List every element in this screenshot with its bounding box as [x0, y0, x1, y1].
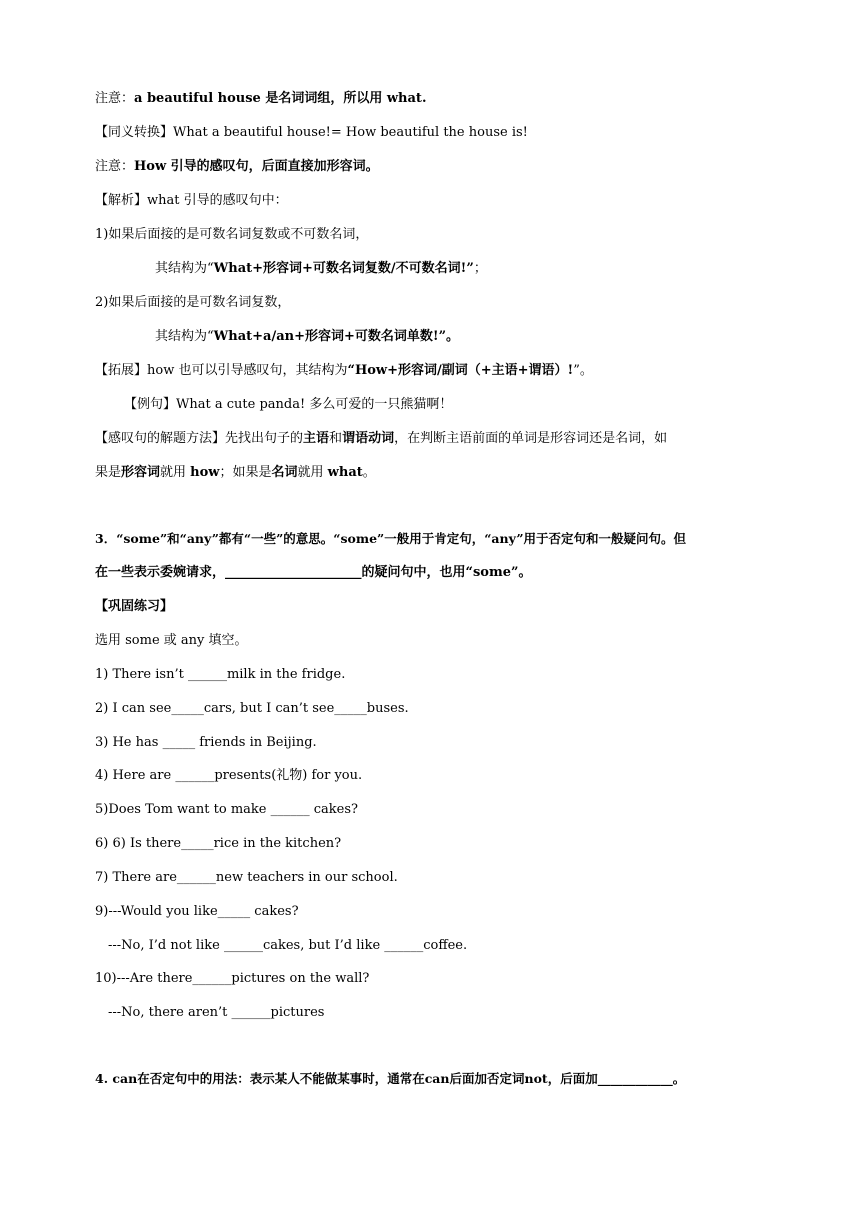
exercise-item: 3) He has _____ friends in Beijing.: [95, 735, 317, 750]
rule-1: 1)如果后面接的是可数名词复数或不可数名词，: [95, 227, 369, 242]
extension-how: 【拓展】how 也可以引导感叹句，其结构为“How+形容词/副词（+主语+谓语）!”。: [95, 363, 593, 378]
analysis-heading: 【解析】what 引导的感叹句中：: [95, 193, 288, 208]
exercise-item: 4) Here are ______presents(礼物) for you.: [95, 768, 363, 783]
exercise-answer: ---No, there aren’t ______pictures: [108, 1005, 325, 1020]
practice-instruction: 选用 some 或 any 填空。: [95, 633, 248, 648]
exercise-item: 10)---Are there______pictures on the wall?: [95, 971, 370, 986]
exercise-item: 7) There are______new teachers in our school.: [95, 870, 398, 885]
exercise-item: 1) There isn’t ______milk in the fridge.: [95, 667, 346, 682]
synonym-conversion: 【同义转换】What a beautiful house!= How beautiful the house is!: [95, 125, 528, 140]
note-what-noun-phrase: 注意：a beautiful house 是名词词组，所以用 what.: [95, 91, 427, 106]
exercise-answer: ---No, I’d not like ______cakes, but I’d like ______coffee.: [108, 938, 468, 953]
section-3-line-2: 在一些表示委婉请求，_____________________的疑问句中，也用“some”。: [95, 565, 532, 580]
practice-heading: 【巩固练习】: [95, 599, 174, 614]
note-how-adjective: 注意：How 引导的感叹句，后面直接加形容词。: [95, 159, 379, 174]
rule-2: 2)如果后面接的是可数名词复数，: [95, 295, 291, 310]
exercise-item: 9)---Would you like_____ cakes?: [95, 904, 299, 919]
exercise-item: 6) 6) Is there_____rice in the kitchen?: [95, 836, 342, 851]
solving-method-line-1: 【感叹句的解题方法】先找出句子的主语和谓语动词，在判断主语前面的单词是形容词还是名词，如: [95, 431, 668, 446]
section-4: 4. can在否定句中的用法：表示某人不能做某事时，通常在can后面加否定词not，后面加____________。: [95, 1071, 686, 1086]
exercise-item: 5)Does Tom want to make ______ cakes?: [95, 802, 358, 817]
section-3-line-1: 3．“some”和“any”都有“一些”的意思。“some”一般用于肯定句，“any”用于否定句和一般疑问句。但: [95, 531, 687, 546]
rule-1-structure: 其结构为“What+形容词+可数名词复数/不可数名词!”；: [155, 261, 487, 276]
exercise-item: 2) I can see_____cars, but I can’t see_____buses.: [95, 701, 409, 716]
rule-2-structure: 其结构为“What+a/an+形容词+可数名词单数!”。: [155, 329, 460, 344]
example-sentence: 【例句】What a cute panda! 多么可爱的一只熊猫啊！: [124, 397, 453, 412]
solving-method-line-2: 果是形容词就用 how；如果是名词就用 what。: [95, 465, 376, 480]
